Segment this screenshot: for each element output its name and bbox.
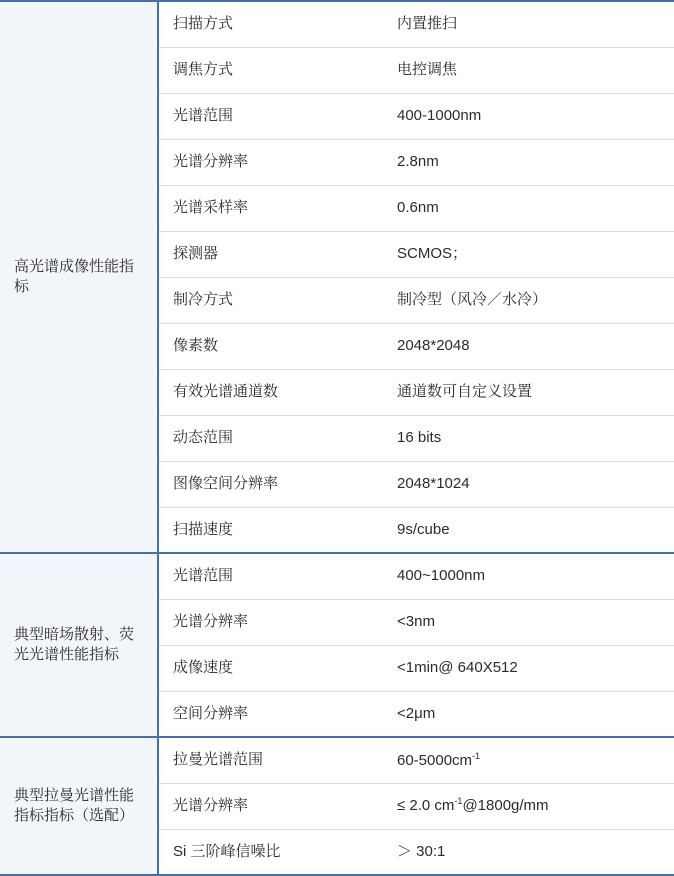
parameter-name-cell: 光谱采样率 [158, 185, 383, 231]
parameter-value-cell [383, 783, 674, 829]
parameter-name-cell: 动态范围 [158, 415, 383, 461]
specifications-table-body [0, 1, 674, 875]
value-superscript: -1 [454, 796, 463, 807]
table-row [0, 1, 674, 47]
parameter-value-cell: 内置推扫 [383, 1, 674, 47]
parameter-value-cell: 400-1000nm [383, 93, 674, 139]
value-text: 60-5000cm [397, 751, 473, 769]
parameter-name-cell: 光谱范围 [158, 553, 383, 599]
parameter-name-cell: 图像空间分辨率 [158, 461, 383, 507]
value-superscript: -1 [472, 750, 481, 761]
parameter-name-cell: 拉曼光谱范围 [158, 737, 383, 783]
parameter-name-cell: 光谱范围 [158, 93, 383, 139]
group-label-cell: 典型暗场散射、荧光光谱性能指标 [0, 553, 158, 737]
parameter-name-cell: 光谱分辨率 [158, 139, 383, 185]
parameter-name-cell: 扫描方式 [158, 1, 383, 47]
parameter-value-cell: 2048*1024 [383, 461, 674, 507]
value-text-tail: @1800g/mm [462, 797, 549, 815]
parameter-value-cell: SCMOS； [383, 231, 674, 277]
parameter-name-cell: 探测器 [158, 231, 383, 277]
parameter-name-cell: Si 三阶峰信噪比 [158, 829, 383, 875]
parameter-name-cell: 有效光谱通道数 [158, 369, 383, 415]
parameter-name-cell: 扫描速度 [158, 507, 383, 553]
parameter-value-cell: 2048*2048 [383, 323, 674, 369]
parameter-value-cell: 电控调焦 [383, 47, 674, 93]
parameter-name-cell: 光谱分辨率 [158, 783, 383, 829]
table-row [0, 737, 674, 783]
parameter-value-cell: <3nm [383, 599, 674, 645]
parameter-value-cell: 9s/cube [383, 507, 674, 553]
group-label-cell: 高光谱成像性能指标 [0, 1, 158, 553]
parameter-name-cell: 空间分辨率 [158, 691, 383, 737]
table-row [0, 553, 674, 599]
parameter-name-cell: 光谱分辨率 [158, 599, 383, 645]
parameter-value-cell: 通道数可自定义设置 [383, 369, 674, 415]
group-label-cell: 典型拉曼光谱性能指标指标（选配） [0, 737, 158, 875]
parameter-value-cell: 2.8nm [383, 139, 674, 185]
parameter-value-cell [383, 737, 674, 783]
parameter-name-cell: 像素数 [158, 323, 383, 369]
parameter-value-cell: 制冷型（风冷／水冷） [383, 277, 674, 323]
parameter-value-cell: 0.6nm [383, 185, 674, 231]
parameter-name-cell: 成像速度 [158, 645, 383, 691]
parameter-value-cell: ＞ 30:1 [383, 829, 674, 875]
parameter-value-cell: 16 bits [383, 415, 674, 461]
parameter-value-cell: <2μm [383, 691, 674, 737]
parameter-name-cell: 调焦方式 [158, 47, 383, 93]
parameter-value-cell: <1min@ 640X512 [383, 645, 674, 691]
parameter-name-cell: 制冷方式 [158, 277, 383, 323]
value-text: ≤ 2.0 cm [397, 797, 455, 815]
parameter-value-cell: 400~1000nm [383, 553, 674, 599]
